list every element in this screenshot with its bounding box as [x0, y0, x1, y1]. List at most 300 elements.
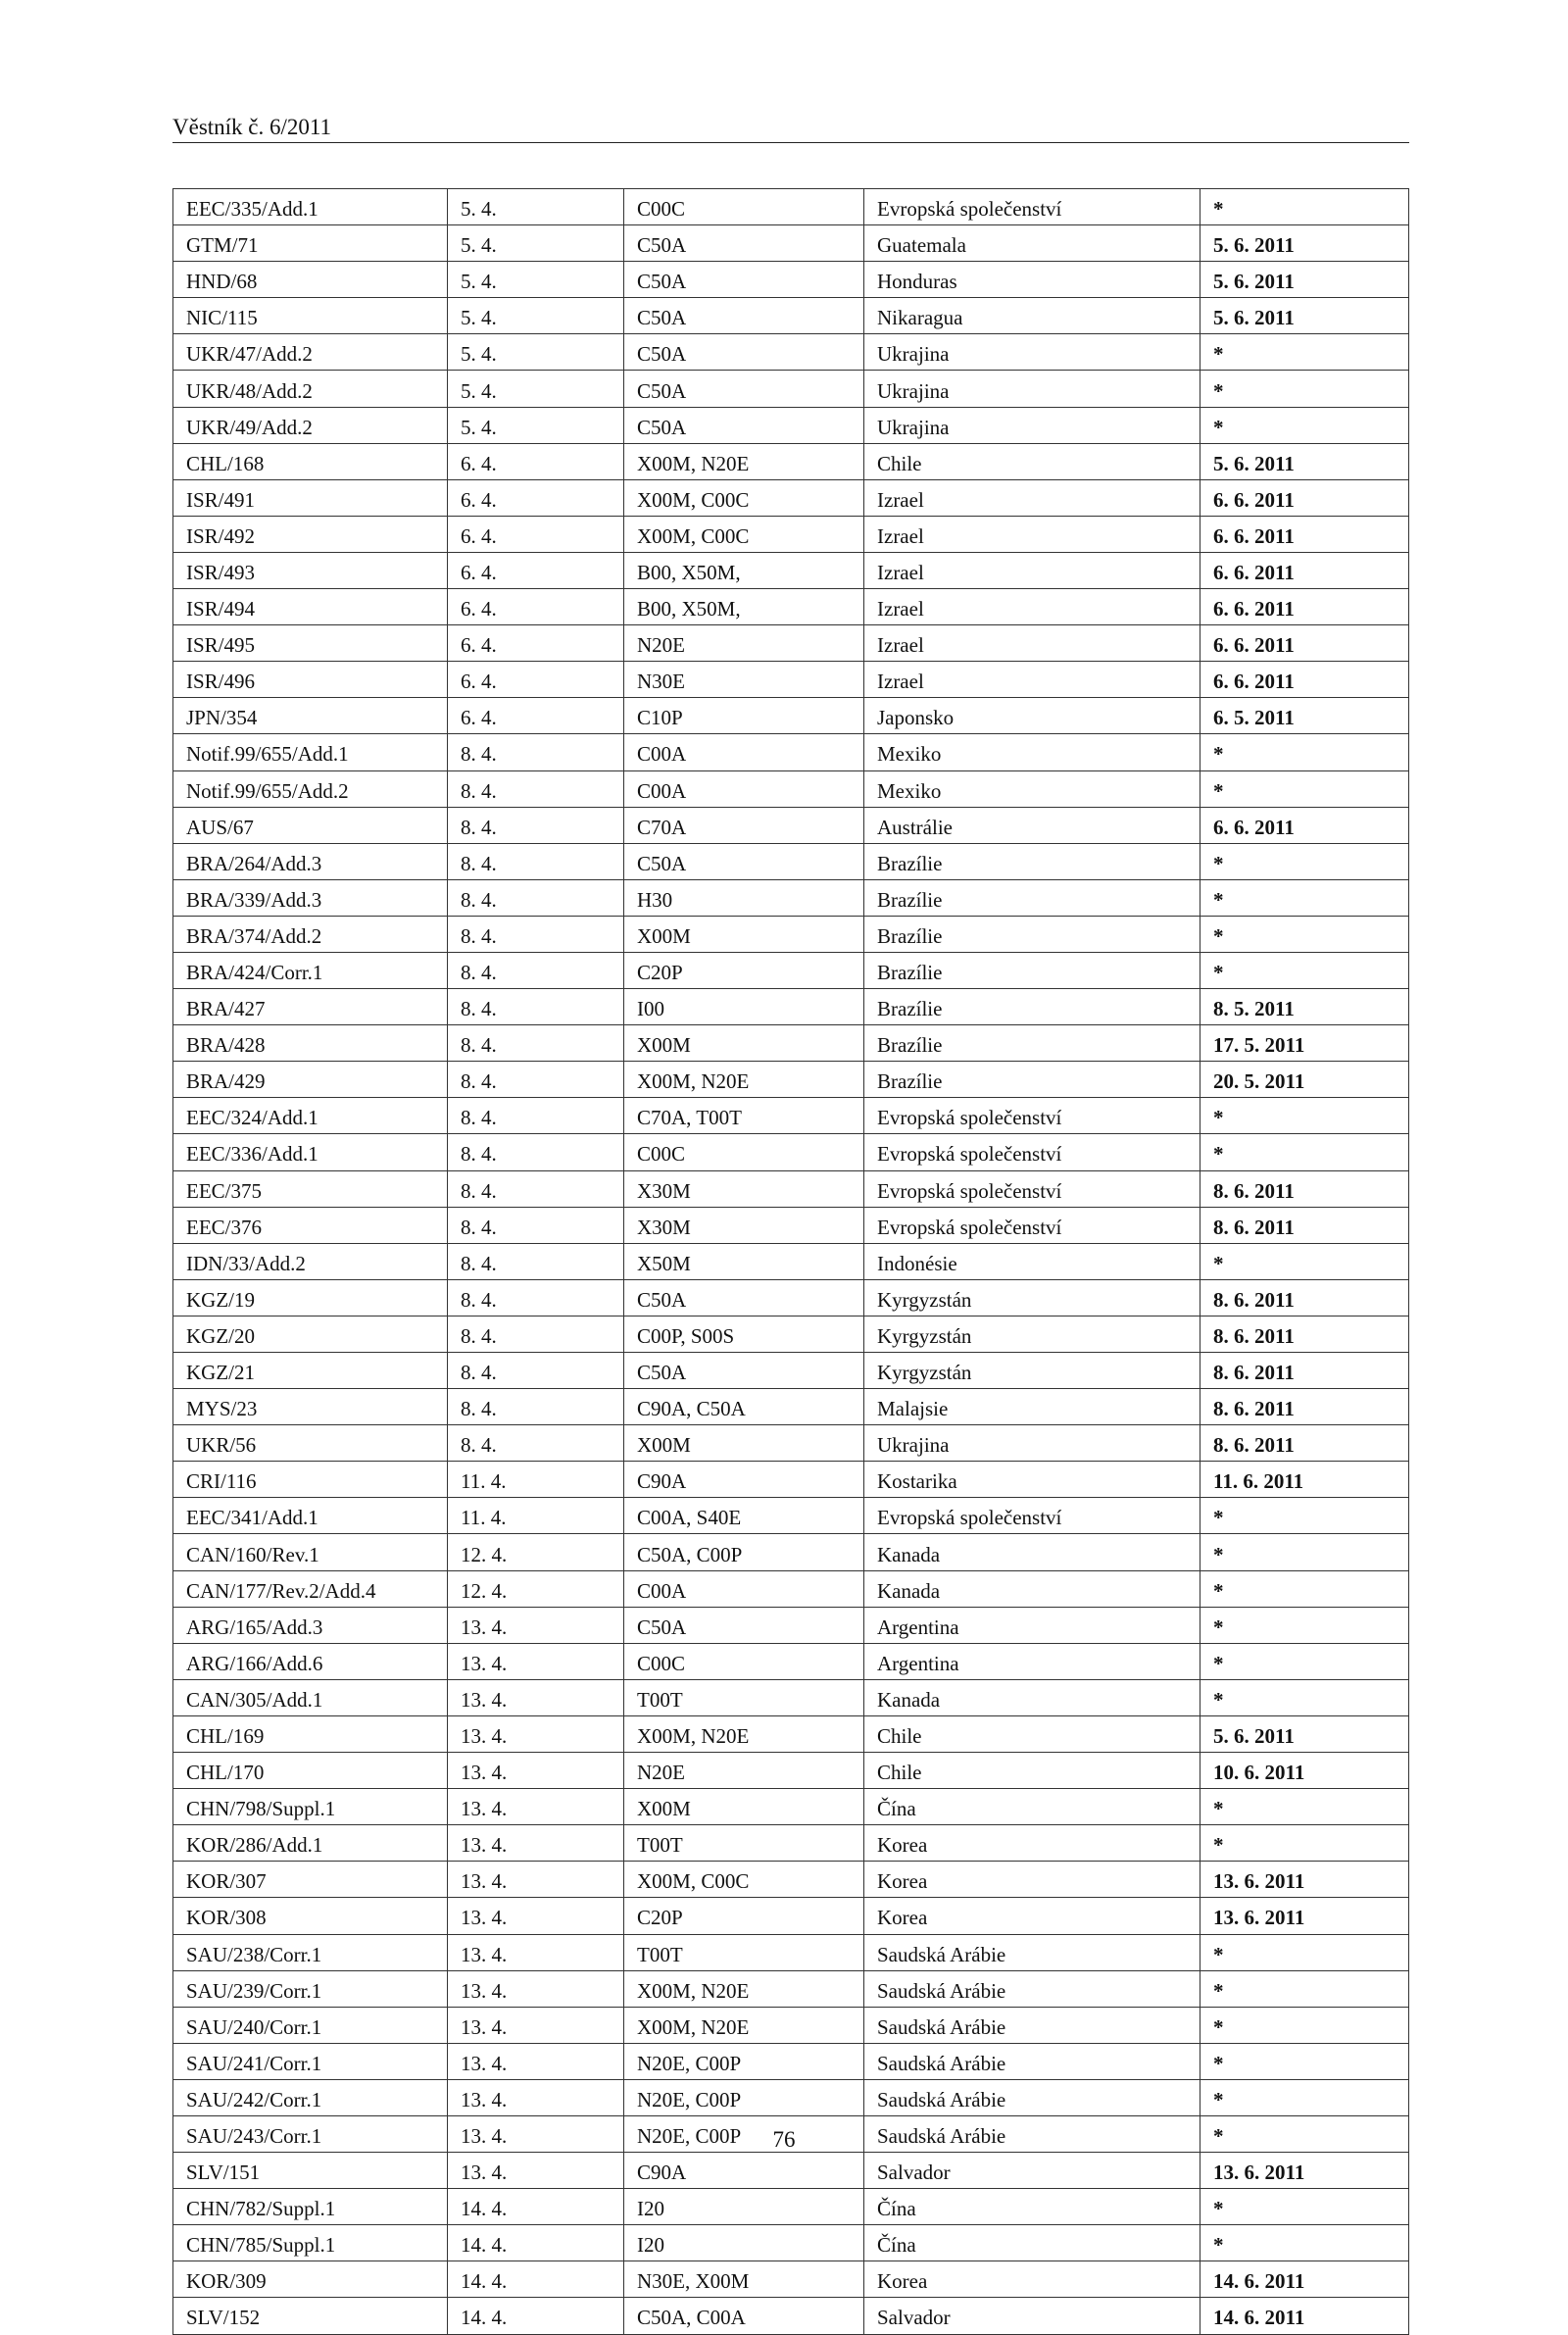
product-code-cell: X00M, N20E — [624, 1970, 864, 2007]
notification-code-cell: BRA/428 — [173, 1025, 448, 1062]
product-code-cell: X00M — [624, 916, 864, 952]
country-cell: Salvador — [864, 2153, 1200, 2189]
country-cell: Brazílie — [864, 1062, 1200, 1098]
notification-date-cell: 12. 4. — [448, 1534, 624, 1570]
notification-code-cell: KOR/307 — [173, 1862, 448, 1898]
notification-code-cell: BRA/339/Add.3 — [173, 879, 448, 916]
country-cell: Korea — [864, 1898, 1200, 1934]
notification-date-cell: 13. 4. — [448, 1715, 624, 1752]
country-cell: Izrael — [864, 662, 1200, 698]
comment-deadline-cell: * — [1200, 1498, 1409, 1534]
table-row — [173, 2079, 1409, 2115]
notification-code-cell: ISR/496 — [173, 662, 448, 698]
notification-date-cell: 8. 4. — [448, 1316, 624, 1352]
notification-date-cell: 8. 4. — [448, 989, 624, 1025]
table-row — [173, 589, 1409, 625]
product-code-cell: X30M — [624, 1207, 864, 1243]
notification-date-cell: 8. 4. — [448, 952, 624, 988]
notification-code-cell: UKR/49/Add.2 — [173, 407, 448, 443]
notification-code-cell: NIC/115 — [173, 298, 448, 334]
table-row — [173, 516, 1409, 552]
notification-date-cell: 13. 4. — [448, 2153, 624, 2189]
product-code-cell: C50A — [624, 1607, 864, 1643]
table-row — [173, 662, 1409, 698]
country-cell: Izrael — [864, 516, 1200, 552]
product-code-cell: X00M, N20E — [624, 1715, 864, 1752]
table-row — [173, 843, 1409, 879]
notification-code-cell: KOR/286/Add.1 — [173, 1825, 448, 1862]
notification-code-cell: BRA/427 — [173, 989, 448, 1025]
country-cell: Argentina — [864, 1607, 1200, 1643]
country-cell: Korea — [864, 1825, 1200, 1862]
table-row — [173, 1789, 1409, 1825]
table-row — [173, 625, 1409, 662]
table-row — [173, 1098, 1409, 1134]
notification-code-cell: BRA/264/Add.3 — [173, 843, 448, 879]
table-row — [173, 1970, 1409, 2007]
comment-deadline-cell: * — [1200, 2225, 1409, 2261]
notification-code-cell: Notif.99/655/Add.1 — [173, 734, 448, 770]
table-row — [173, 1353, 1409, 1389]
table-row — [173, 298, 1409, 334]
table-row — [173, 1498, 1409, 1534]
product-code-cell: C50A — [624, 334, 864, 371]
country-cell: Saudská Arábie — [864, 2115, 1200, 2152]
notification-code-cell: EEC/335/Add.1 — [173, 189, 448, 225]
comment-deadline-cell: * — [1200, 734, 1409, 770]
product-code-cell: I20 — [624, 2225, 864, 2261]
notification-code-cell: ISR/493 — [173, 552, 448, 588]
country-cell: Honduras — [864, 262, 1200, 298]
notification-code-cell: EEC/375 — [173, 1170, 448, 1207]
comment-deadline-cell: * — [1200, 1098, 1409, 1134]
country-cell: Austrálie — [864, 807, 1200, 843]
country-cell: Mexiko — [864, 770, 1200, 807]
comment-deadline-cell: * — [1200, 1970, 1409, 2007]
notification-date-cell: 6. 4. — [448, 698, 624, 734]
product-code-cell: T00T — [624, 1825, 864, 1862]
table-row — [173, 916, 1409, 952]
country-cell: Guatemala — [864, 225, 1200, 262]
product-code-cell: X00M, C00C — [624, 479, 864, 516]
notification-date-cell: 11. 4. — [448, 1498, 624, 1534]
comment-deadline-cell: 11. 6. 2011 — [1200, 1462, 1409, 1498]
table-row — [173, 807, 1409, 843]
country-cell: Izrael — [864, 479, 1200, 516]
notification-date-cell: 14. 4. — [448, 2298, 624, 2334]
product-code-cell: C50A — [624, 1353, 864, 1389]
notification-code-cell: BRA/429 — [173, 1062, 448, 1098]
notification-date-cell: 8. 4. — [448, 1425, 624, 1462]
country-cell: Brazílie — [864, 843, 1200, 879]
product-code-cell: C00A — [624, 1570, 864, 1607]
notification-code-cell: EEC/324/Add.1 — [173, 1098, 448, 1134]
comment-deadline-cell: 13. 6. 2011 — [1200, 1862, 1409, 1898]
table-row — [173, 443, 1409, 479]
notification-date-cell: 8. 4. — [448, 879, 624, 916]
product-code-cell: C00A — [624, 770, 864, 807]
comment-deadline-cell: * — [1200, 189, 1409, 225]
product-code-cell: X00M, C00C — [624, 1862, 864, 1898]
product-code-cell: C00C — [624, 1134, 864, 1170]
notification-code-cell: UKR/56 — [173, 1425, 448, 1462]
notification-date-cell: 5. 4. — [448, 371, 624, 407]
product-code-cell: C00A — [624, 734, 864, 770]
notification-code-cell: Notif.99/655/Add.2 — [173, 770, 448, 807]
product-code-cell: T00T — [624, 1934, 864, 1970]
product-code-cell: I20 — [624, 2189, 864, 2225]
notification-code-cell: KGZ/19 — [173, 1279, 448, 1316]
product-code-cell: X50M — [624, 1243, 864, 1279]
comment-deadline-cell: 6. 6. 2011 — [1200, 479, 1409, 516]
product-code-cell: X00M — [624, 1425, 864, 1462]
notification-date-cell: 6. 4. — [448, 443, 624, 479]
country-cell: Kyrgyzstán — [864, 1353, 1200, 1389]
table-row — [173, 1570, 1409, 1607]
notification-code-cell: CHN/782/Suppl.1 — [173, 2189, 448, 2225]
table-row — [173, 1062, 1409, 1098]
product-code-cell: C50A — [624, 371, 864, 407]
country-cell: Evropská společenství — [864, 1134, 1200, 1170]
country-cell: Evropská společenství — [864, 1170, 1200, 1207]
comment-deadline-cell: * — [1200, 1789, 1409, 1825]
notification-code-cell: ISR/495 — [173, 625, 448, 662]
country-cell: Kanada — [864, 1570, 1200, 1607]
product-code-cell: B00, X50M, — [624, 552, 864, 588]
country-cell: Chile — [864, 1753, 1200, 1789]
product-code-cell: N20E — [624, 625, 864, 662]
comment-deadline-cell: 8. 6. 2011 — [1200, 1170, 1409, 1207]
country-cell: Ukrajina — [864, 1425, 1200, 1462]
notification-date-cell: 6. 4. — [448, 589, 624, 625]
comment-deadline-cell: * — [1200, 407, 1409, 443]
comment-deadline-cell: 14. 6. 2011 — [1200, 2298, 1409, 2334]
notification-date-cell: 5. 4. — [448, 334, 624, 371]
notification-date-cell: 8. 4. — [448, 1025, 624, 1062]
product-code-cell: C50A, C00P — [624, 1534, 864, 1570]
table-row — [173, 734, 1409, 770]
table-row — [173, 989, 1409, 1025]
comment-deadline-cell: 6. 6. 2011 — [1200, 552, 1409, 588]
country-cell: Malajsie — [864, 1389, 1200, 1425]
notification-code-cell: ISR/491 — [173, 479, 448, 516]
comment-deadline-cell: 17. 5. 2011 — [1200, 1025, 1409, 1062]
notification-date-cell: 6. 4. — [448, 552, 624, 588]
table-row — [173, 407, 1409, 443]
notification-code-cell: HND/68 — [173, 262, 448, 298]
table-row — [173, 371, 1409, 407]
product-code-cell: C50A — [624, 225, 864, 262]
notification-code-cell: SAU/243/Corr.1 — [173, 2115, 448, 2152]
notification-code-cell: SAU/238/Corr.1 — [173, 1934, 448, 1970]
country-cell: Korea — [864, 1862, 1200, 1898]
notification-code-cell: SAU/239/Corr.1 — [173, 1970, 448, 2007]
table-row — [173, 334, 1409, 371]
comment-deadline-cell: 8. 6. 2011 — [1200, 1389, 1409, 1425]
product-code-cell: C50A — [624, 262, 864, 298]
notification-date-cell: 8. 4. — [448, 1243, 624, 1279]
notification-date-cell: 8. 4. — [448, 770, 624, 807]
product-code-cell: N20E — [624, 1753, 864, 1789]
notification-date-cell: 13. 4. — [448, 1825, 624, 1862]
product-code-cell: C00C — [624, 1643, 864, 1679]
table-row — [173, 552, 1409, 588]
notifications-table — [172, 188, 1409, 2335]
notification-date-cell: 6. 4. — [448, 479, 624, 516]
comment-deadline-cell: 6. 6. 2011 — [1200, 589, 1409, 625]
notification-code-cell: EEC/376 — [173, 1207, 448, 1243]
table-row — [173, 1607, 1409, 1643]
notification-date-cell: 14. 4. — [448, 2225, 624, 2261]
comment-deadline-cell: 8. 6. 2011 — [1200, 1279, 1409, 1316]
notification-code-cell: ARG/166/Add.6 — [173, 1643, 448, 1679]
comment-deadline-cell: 13. 6. 2011 — [1200, 2153, 1409, 2189]
table-row — [173, 1715, 1409, 1752]
comment-deadline-cell: 5. 6. 2011 — [1200, 225, 1409, 262]
notification-code-cell: ARG/165/Add.3 — [173, 1607, 448, 1643]
country-cell: Saudská Arábie — [864, 1970, 1200, 2007]
country-cell: Izrael — [864, 552, 1200, 588]
country-cell: Chile — [864, 1715, 1200, 1752]
country-cell: Japonsko — [864, 698, 1200, 734]
notification-date-cell: 5. 4. — [448, 262, 624, 298]
comment-deadline-cell: * — [1200, 916, 1409, 952]
country-cell: Čína — [864, 1789, 1200, 1825]
notification-date-cell: 8. 4. — [448, 843, 624, 879]
product-code-cell: N20E, C00P — [624, 2115, 864, 2152]
product-code-cell: C00P, S00S — [624, 1316, 864, 1352]
page-title: Věstník č. 6/2011 — [172, 115, 332, 139]
notification-date-cell: 13. 4. — [448, 1753, 624, 1789]
notification-date-cell: 12. 4. — [448, 1570, 624, 1607]
notification-date-cell: 8. 4. — [448, 1170, 624, 1207]
country-cell: Saudská Arábie — [864, 2007, 1200, 2043]
comment-deadline-cell: 6. 6. 2011 — [1200, 516, 1409, 552]
notification-date-cell: 14. 4. — [448, 2189, 624, 2225]
notification-code-cell: CAN/305/Add.1 — [173, 1679, 448, 1715]
table-row — [173, 2153, 1409, 2189]
notification-date-cell: 14. 4. — [448, 2261, 624, 2298]
country-cell: Evropská společenství — [864, 1498, 1200, 1534]
product-code-cell: C90A — [624, 2153, 864, 2189]
country-cell: Kostarika — [864, 1462, 1200, 1498]
notification-date-cell: 8. 4. — [448, 1389, 624, 1425]
notification-code-cell: JPN/354 — [173, 698, 448, 734]
comment-deadline-cell: * — [1200, 2189, 1409, 2225]
table-row — [173, 1643, 1409, 1679]
notification-code-cell: UKR/48/Add.2 — [173, 371, 448, 407]
notification-code-cell: KGZ/21 — [173, 1353, 448, 1389]
product-code-cell: X00M, N20E — [624, 1062, 864, 1098]
country-cell: Kyrgyzstán — [864, 1279, 1200, 1316]
comment-deadline-cell: 20. 5. 2011 — [1200, 1062, 1409, 1098]
notification-code-cell: MYS/23 — [173, 1389, 448, 1425]
country-cell: Kanada — [864, 1534, 1200, 1570]
comment-deadline-cell: 6. 6. 2011 — [1200, 807, 1409, 843]
country-cell: Ukrajina — [864, 371, 1200, 407]
table-row — [173, 1279, 1409, 1316]
table-row — [173, 189, 1409, 225]
comment-deadline-cell: 13. 6. 2011 — [1200, 1898, 1409, 1934]
table-row — [173, 1389, 1409, 1425]
product-code-cell: C90A — [624, 1462, 864, 1498]
country-cell: Ukrajina — [864, 407, 1200, 443]
comment-deadline-cell: 8. 6. 2011 — [1200, 1425, 1409, 1462]
notification-code-cell: BRA/424/Corr.1 — [173, 952, 448, 988]
country-cell: Čína — [864, 2189, 1200, 2225]
notification-code-cell: BRA/374/Add.2 — [173, 916, 448, 952]
table-row — [173, 2007, 1409, 2043]
notification-code-cell: EEC/336/Add.1 — [173, 1134, 448, 1170]
notification-code-cell: KGZ/20 — [173, 1316, 448, 1352]
country-cell: Saudská Arábie — [864, 2079, 1200, 2115]
product-code-cell: X00M, N20E — [624, 2007, 864, 2043]
comment-deadline-cell: * — [1200, 1934, 1409, 1970]
table-row — [173, 1934, 1409, 1970]
comment-deadline-cell: * — [1200, 1825, 1409, 1862]
notification-code-cell: CHN/785/Suppl.1 — [173, 2225, 448, 2261]
product-code-cell: C50A, C00A — [624, 2298, 864, 2334]
product-code-cell: N20E, C00P — [624, 2079, 864, 2115]
country-cell: Brazílie — [864, 989, 1200, 1025]
notification-date-cell: 13. 4. — [448, 1643, 624, 1679]
notification-date-cell: 5. 4. — [448, 407, 624, 443]
notification-date-cell: 13. 4. — [448, 1862, 624, 1898]
country-cell: Chile — [864, 443, 1200, 479]
product-code-cell: C70A, T00T — [624, 1098, 864, 1134]
notification-date-cell: 8. 4. — [448, 916, 624, 952]
table-row — [173, 479, 1409, 516]
table-row — [173, 1753, 1409, 1789]
notification-code-cell: ISR/492 — [173, 516, 448, 552]
notification-code-cell: SAU/241/Corr.1 — [173, 2043, 448, 2079]
product-code-cell: C50A — [624, 1279, 864, 1316]
product-code-cell: C00C — [624, 189, 864, 225]
notification-code-cell: SLV/151 — [173, 2153, 448, 2189]
table-row — [173, 2189, 1409, 2225]
notification-date-cell: 13. 4. — [448, 2007, 624, 2043]
comment-deadline-cell: 6. 6. 2011 — [1200, 625, 1409, 662]
comment-deadline-cell: * — [1200, 843, 1409, 879]
product-code-cell: C50A — [624, 843, 864, 879]
table-row — [173, 1425, 1409, 1462]
notification-code-cell: AUS/67 — [173, 807, 448, 843]
product-code-cell: H30 — [624, 879, 864, 916]
product-code-cell: N30E — [624, 662, 864, 698]
product-code-cell: C20P — [624, 1898, 864, 1934]
table-row — [173, 2298, 1409, 2334]
comment-deadline-cell: 8. 6. 2011 — [1200, 1316, 1409, 1352]
comment-deadline-cell: * — [1200, 1570, 1409, 1607]
notification-date-cell: 6. 4. — [448, 516, 624, 552]
country-cell: Indonésie — [864, 1243, 1200, 1279]
notification-code-cell: CAN/177/Rev.2/Add.4 — [173, 1570, 448, 1607]
comment-deadline-cell: 5. 6. 2011 — [1200, 1715, 1409, 1752]
product-code-cell: N20E, C00P — [624, 2043, 864, 2079]
notification-code-cell: CHL/168 — [173, 443, 448, 479]
comment-deadline-cell: 8. 5. 2011 — [1200, 989, 1409, 1025]
table-row — [173, 1679, 1409, 1715]
notification-date-cell: 13. 4. — [448, 1970, 624, 2007]
country-cell: Brazílie — [864, 1025, 1200, 1062]
table-row — [173, 2043, 1409, 2079]
country-cell: Brazílie — [864, 916, 1200, 952]
product-code-cell: N30E, X00M — [624, 2261, 864, 2298]
notification-code-cell: CAN/160/Rev.1 — [173, 1534, 448, 1570]
table-row — [173, 1207, 1409, 1243]
table-row — [173, 952, 1409, 988]
product-code-cell: B00, X50M, — [624, 589, 864, 625]
product-code-cell: C70A — [624, 807, 864, 843]
comment-deadline-cell: * — [1200, 2115, 1409, 2152]
comment-deadline-cell: * — [1200, 1643, 1409, 1679]
table-row — [173, 1170, 1409, 1207]
comment-deadline-cell: 10. 6. 2011 — [1200, 1753, 1409, 1789]
table-row — [173, 2261, 1409, 2298]
notification-date-cell: 8. 4. — [448, 1134, 624, 1170]
comment-deadline-cell: 8. 6. 2011 — [1200, 1207, 1409, 1243]
table-row — [173, 1898, 1409, 1934]
comment-deadline-cell: * — [1200, 952, 1409, 988]
notification-date-cell: 13. 4. — [448, 1679, 624, 1715]
country-cell: Kyrgyzstán — [864, 1316, 1200, 1352]
country-cell: Saudská Arábie — [864, 2043, 1200, 2079]
comment-deadline-cell: * — [1200, 371, 1409, 407]
notification-code-cell: EEC/341/Add.1 — [173, 1498, 448, 1534]
notification-date-cell: 8. 4. — [448, 1207, 624, 1243]
product-code-cell: C50A — [624, 407, 864, 443]
comment-deadline-cell: 6. 6. 2011 — [1200, 662, 1409, 698]
country-cell: Brazílie — [864, 879, 1200, 916]
country-cell: Evropská společenství — [864, 1207, 1200, 1243]
comment-deadline-cell: * — [1200, 770, 1409, 807]
comment-deadline-cell: * — [1200, 1134, 1409, 1170]
comment-deadline-cell: * — [1200, 1534, 1409, 1570]
table-row — [173, 1825, 1409, 1862]
country-cell: Izrael — [864, 589, 1200, 625]
notification-date-cell: 13. 4. — [448, 2043, 624, 2079]
notification-code-cell: IDN/33/Add.2 — [173, 1243, 448, 1279]
notification-date-cell: 6. 4. — [448, 625, 624, 662]
notification-date-cell: 8. 4. — [448, 1062, 624, 1098]
comment-deadline-cell: * — [1200, 334, 1409, 371]
product-code-cell: X00M, N20E — [624, 443, 864, 479]
country-cell: Saudská Arábie — [864, 1934, 1200, 1970]
product-code-cell: I00 — [624, 989, 864, 1025]
notification-date-cell: 13. 4. — [448, 1898, 624, 1934]
table-row — [173, 1862, 1409, 1898]
notification-code-cell: CHL/169 — [173, 1715, 448, 1752]
comment-deadline-cell: 5. 6. 2011 — [1200, 262, 1409, 298]
notification-code-cell: KOR/309 — [173, 2261, 448, 2298]
table-row — [173, 1462, 1409, 1498]
notification-date-cell: 13. 4. — [448, 1789, 624, 1825]
table-row — [173, 1534, 1409, 1570]
comment-deadline-cell: * — [1200, 2043, 1409, 2079]
table-row — [173, 262, 1409, 298]
notification-code-cell: CHL/170 — [173, 1753, 448, 1789]
comment-deadline-cell: 5. 6. 2011 — [1200, 443, 1409, 479]
comment-deadline-cell: 14. 6. 2011 — [1200, 2261, 1409, 2298]
country-cell: Argentina — [864, 1643, 1200, 1679]
country-cell: Salvador — [864, 2298, 1200, 2334]
notification-code-cell: CHN/798/Suppl.1 — [173, 1789, 448, 1825]
country-cell: Evropská společenství — [864, 189, 1200, 225]
notification-code-cell: UKR/47/Add.2 — [173, 334, 448, 371]
comment-deadline-cell: * — [1200, 2079, 1409, 2115]
notification-date-cell: 8. 4. — [448, 1279, 624, 1316]
product-code-cell: X30M — [624, 1170, 864, 1207]
